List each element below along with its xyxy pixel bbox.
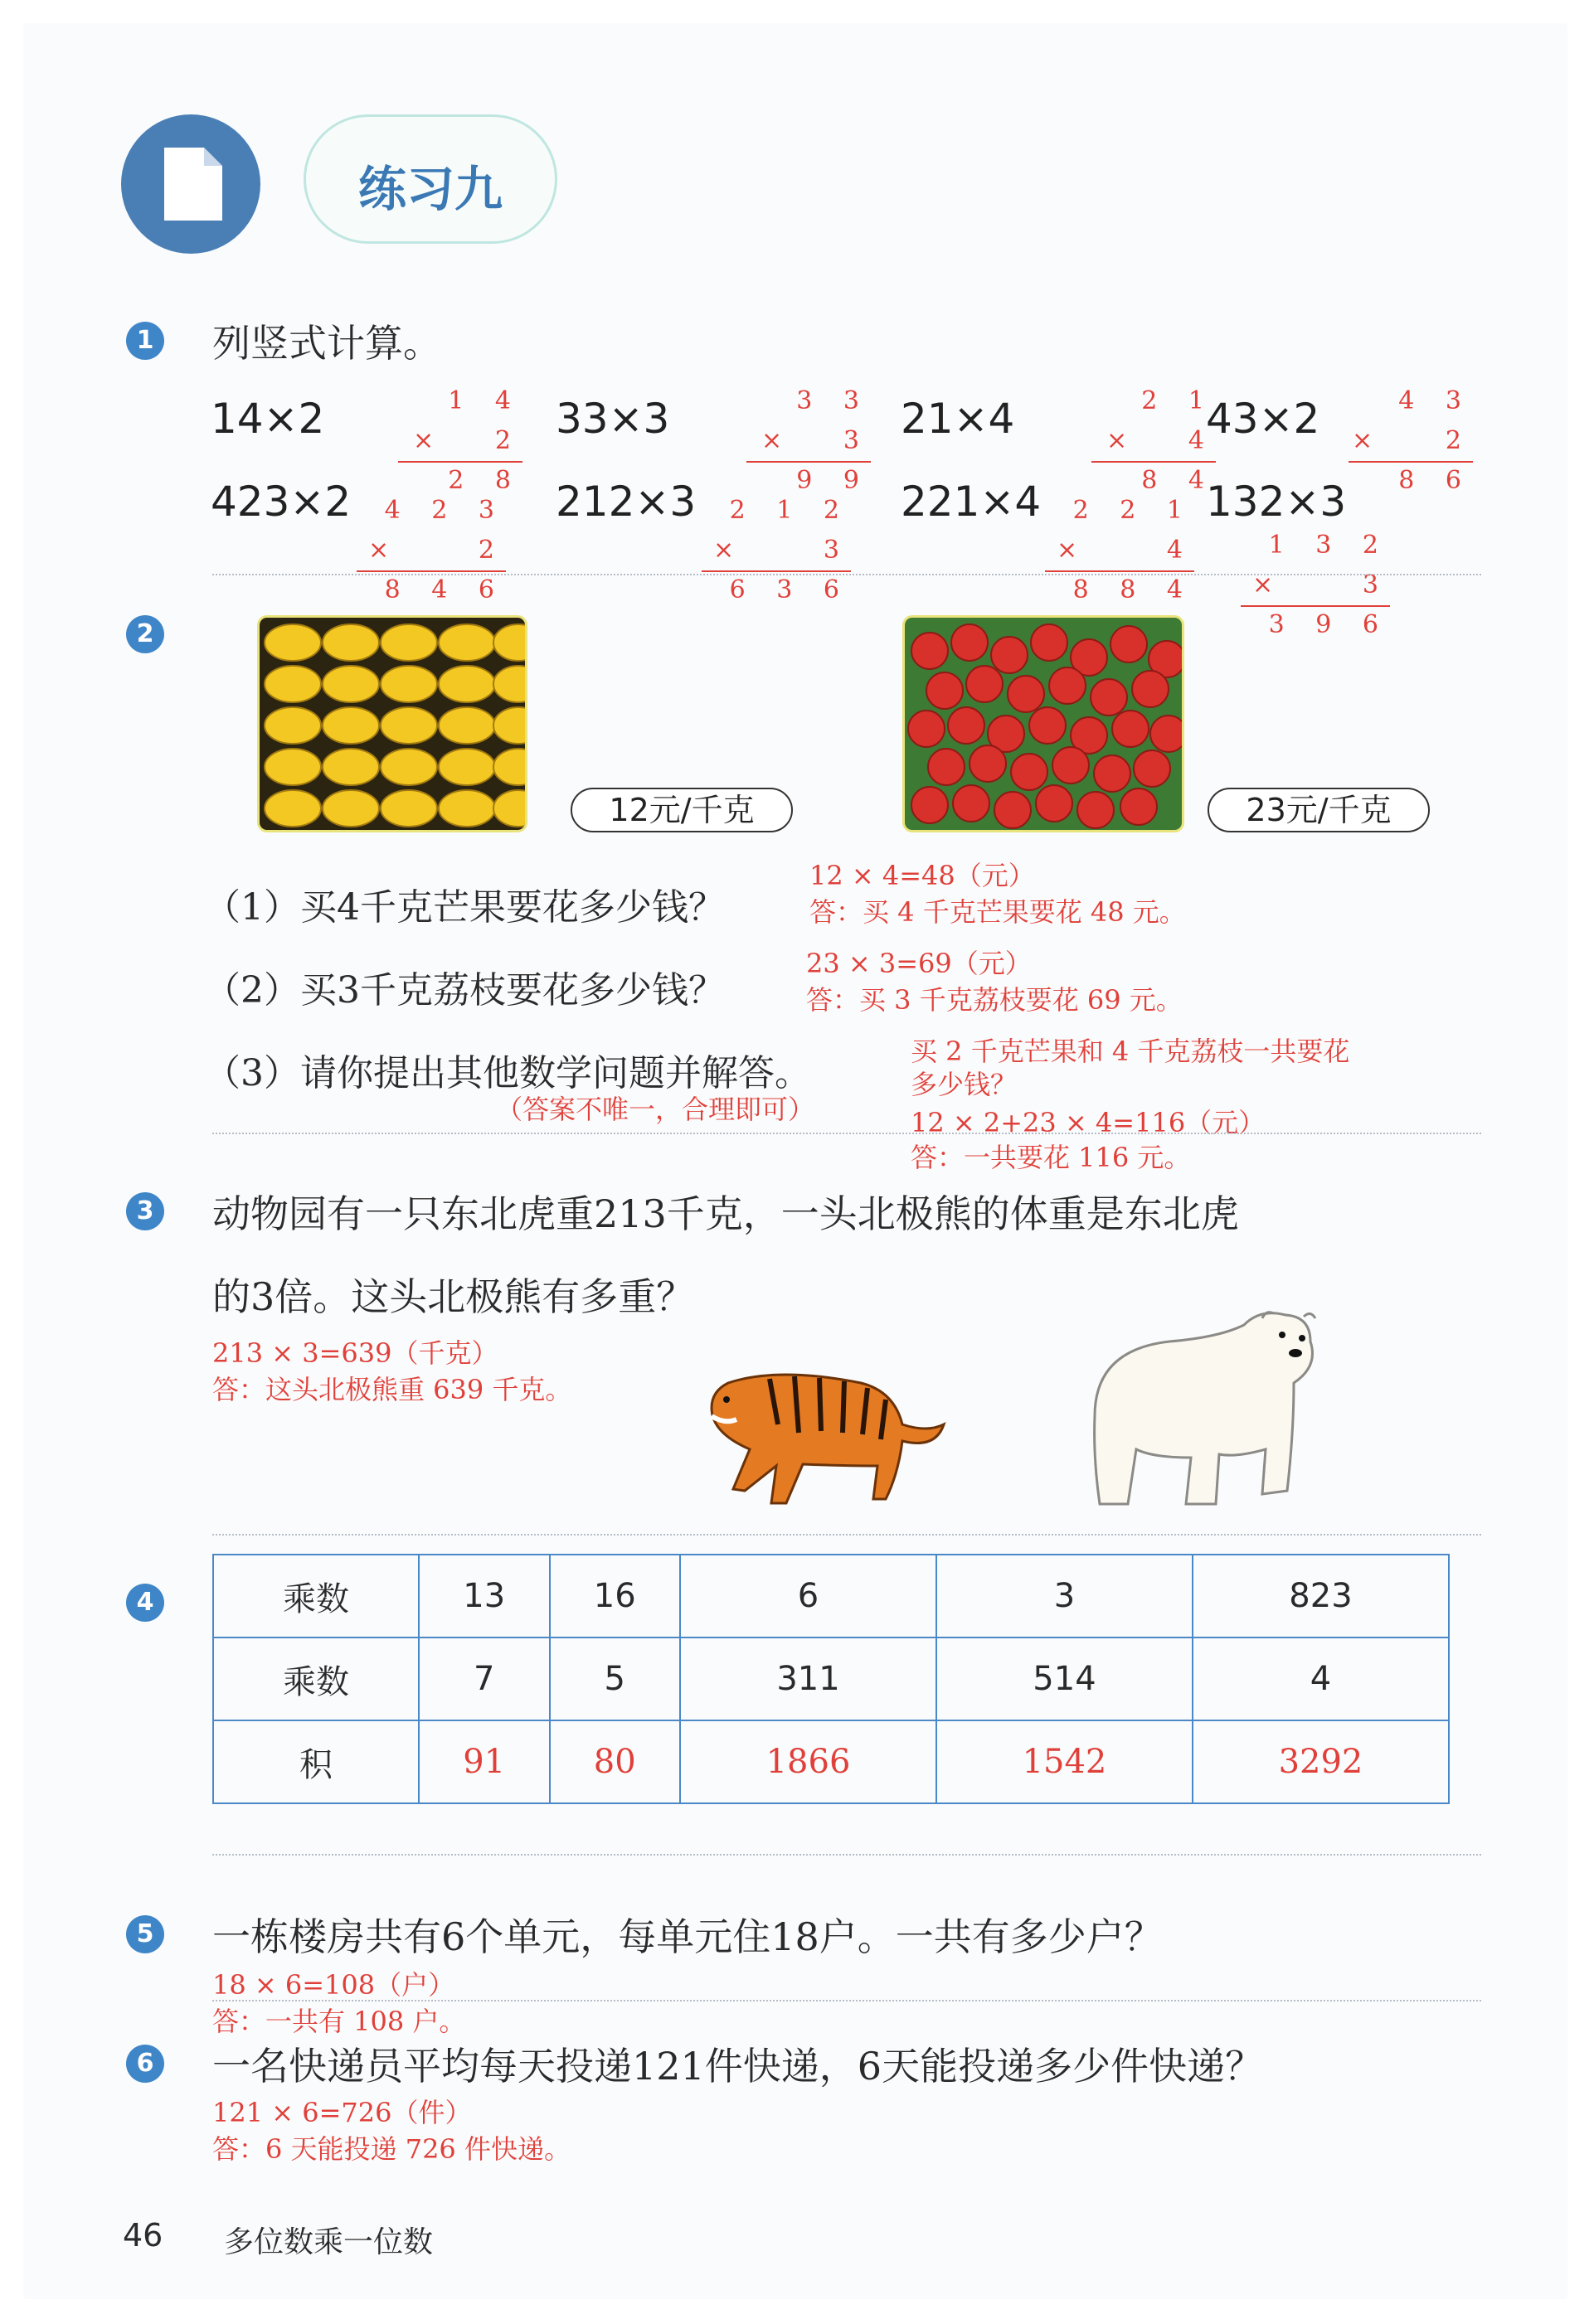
- polar-bear-illustration: [1070, 1292, 1327, 1524]
- table-cell: 311: [680, 1637, 936, 1720]
- vertical-calc-423x2: 4 2 3 × 2 8 4 6: [357, 496, 506, 612]
- q5-text: 一栋楼房共有6个单元，每单元住18户。一共有多少户？: [212, 1914, 1163, 1959]
- tiger-illustration: [678, 1333, 952, 1524]
- product-cell: 1542: [936, 1720, 1193, 1803]
- q2-sub2-answer: 答：买 3 千克荔枝要花 69 元。: [806, 984, 1183, 1016]
- table-row: [213, 1720, 1449, 1803]
- vertical-calc-43x2: 4 3 × 2 8 6: [1349, 386, 1473, 502]
- q6-text: 一名快递员平均每天投递121件快递，6天能投递多少件快递？: [212, 2044, 1264, 2089]
- q2-sub3-note: （答案不唯一，合理即可）: [496, 1094, 815, 1125]
- q1-expr-132x3: 132×3: [1206, 478, 1347, 526]
- q1-expr-14x2: 14×2: [211, 395, 325, 443]
- table-row: [213, 1637, 1449, 1720]
- q5-answer: 答：一共有 108 户。: [212, 2006, 466, 2037]
- q2-sub3-question-1: 买 2 千克芒果和 4 千克荔枝一共要花: [911, 1036, 1350, 1067]
- vertical-calc-212x3: 2 1 2 × 3 6 3 6: [702, 496, 851, 612]
- product-cell: 1866: [680, 1720, 936, 1803]
- vertical-calc-14x2: 1 4 × 2 2 8: [398, 386, 522, 502]
- exercise-title: 练习九: [357, 161, 503, 217]
- divider: [212, 1534, 1481, 1536]
- question-number-2: 2: [126, 615, 164, 653]
- lychee-image: [902, 615, 1184, 832]
- q6-answer: 答：6 天能投递 726 件快递。: [212, 2133, 571, 2165]
- vertical-calc-33x3: 3 3 × 3 9 9: [746, 386, 871, 502]
- row-label-multiplier: 乘数: [213, 1637, 419, 1720]
- q2-sub2-text: （2）买3千克荔枝要花多少钱？: [204, 969, 725, 1012]
- table-row: [213, 1555, 1449, 1637]
- product-cell: 80: [550, 1720, 681, 1803]
- q1-expr-21x4: 21×4: [901, 395, 1015, 443]
- q2-sub3-calc: 12 × 2+23 × 4=116（元）: [911, 1107, 1266, 1138]
- q1-expr-212x3: 212×3: [556, 478, 697, 526]
- q2-sub2-calc: 23 × 3=69（元）: [806, 948, 1032, 979]
- q2-sub3-text: （3）请你提出其他数学问题并解答。: [204, 1052, 811, 1094]
- question-number-6: 6: [126, 2045, 164, 2083]
- q1-expr-221x4: 221×4: [901, 478, 1042, 526]
- row-label-multiplier: 乘数: [213, 1555, 419, 1637]
- mango-price-tag: 12元/千克: [571, 788, 793, 832]
- vertical-calc-221x4: 2 2 1 × 4 8 8 4: [1045, 496, 1194, 612]
- q3-calc: 213 × 3=639（千克）: [212, 1337, 498, 1369]
- mango-image: [257, 615, 527, 832]
- q1-expr-423x2: 423×2: [211, 478, 352, 526]
- table-cell: 16: [550, 1555, 681, 1637]
- chapter-title: 多位数乘一位数: [224, 2225, 434, 2259]
- table-cell: 13: [419, 1555, 550, 1637]
- q3-text-line1: 动物园有一只东北虎重213千克，一头北极熊的体重是东北虎: [212, 1191, 1239, 1236]
- q1-expr-33x3: 33×3: [556, 395, 670, 443]
- question-number-4: 4: [126, 1584, 164, 1622]
- q2-sub1-answer: 答：买 4 千克芒果要花 48 元。: [809, 896, 1186, 928]
- vertical-calc-21x4: 2 1 × 4 8 4: [1091, 386, 1216, 502]
- table-cell: 6: [680, 1555, 936, 1637]
- q1-prompt: 列竖式计算。: [212, 321, 441, 366]
- document-icon: [121, 114, 260, 254]
- product-cell: 3292: [1193, 1720, 1449, 1803]
- q5-calc: 18 × 6=108（户）: [212, 1969, 455, 2001]
- table-cell: 4: [1193, 1637, 1449, 1720]
- q3-text-line2: 的3倍。这头北极熊有多重？: [212, 1274, 695, 1319]
- q2-sub1-calc: 12 × 4=48（元）: [809, 860, 1035, 891]
- table-cell: 3: [936, 1555, 1193, 1637]
- table-cell: 7: [419, 1637, 550, 1720]
- table-cell: 823: [1193, 1555, 1449, 1637]
- vertical-calc-132x3: 1 3 2 × 3 3 9 6: [1241, 531, 1390, 647]
- q3-answer: 答：这头北极熊重 639 千克。: [212, 1374, 572, 1405]
- table-cell: 514: [936, 1637, 1193, 1720]
- lychee-price-tag: 23元/千克: [1208, 788, 1430, 832]
- divider: [212, 574, 1481, 575]
- question-number-1: 1: [126, 322, 164, 360]
- product-cell: 91: [419, 1720, 550, 1803]
- multiplication-table: [212, 1554, 1450, 1804]
- q2-sub3-question-2: 多少钱？: [911, 1069, 1018, 1100]
- table-cell: 5: [550, 1637, 681, 1720]
- q2-sub3-answer: 答：一共要花 116 元。: [911, 1142, 1191, 1173]
- page-number: 46: [123, 2217, 163, 2254]
- divider: [212, 1133, 1481, 1134]
- textbook-page: [23, 23, 1567, 2299]
- q2-sub1-text: （1）买4千克芒果要花多少钱？: [204, 886, 725, 929]
- q1-expr-43x2: 43×2: [1206, 395, 1320, 443]
- row-label-product: 积: [213, 1720, 419, 1803]
- question-number-3: 3: [126, 1192, 164, 1230]
- question-number-5: 5: [126, 1915, 164, 1953]
- q6-calc: 121 × 6=726（件）: [212, 2097, 472, 2128]
- document-icon-badge: [121, 114, 260, 254]
- exercise-title-pill: [304, 114, 557, 244]
